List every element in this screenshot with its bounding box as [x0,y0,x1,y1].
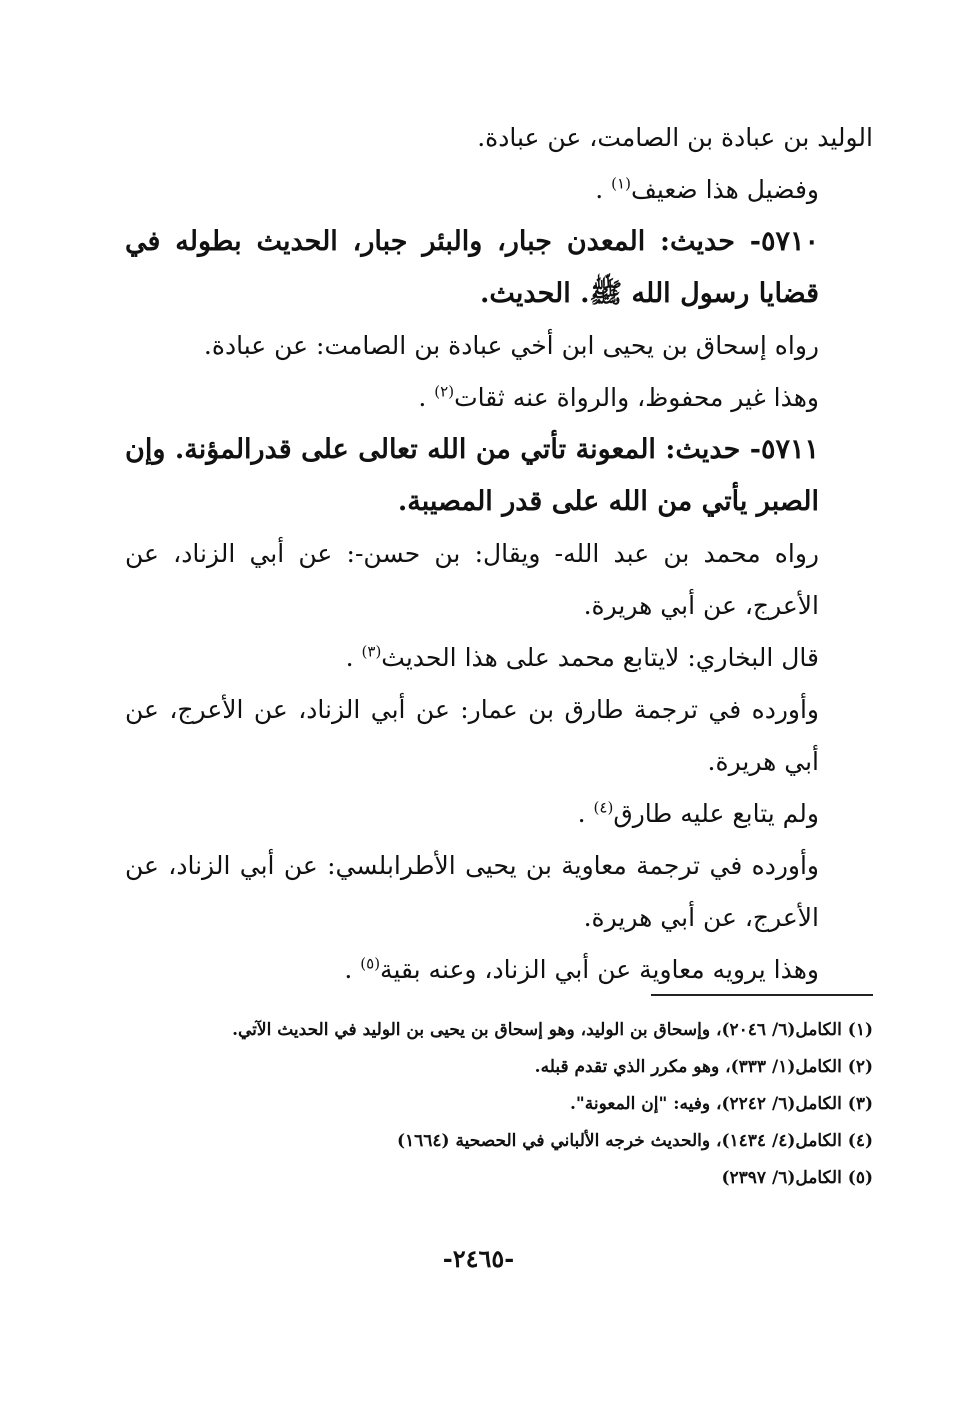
paragraph-text: قال البخاري: لايتابع محمد على هذا الحديث [381,643,819,672]
paragraph-text: وهذا يرويه معاوية عن أبي الزناد، وعنه بقية [380,955,819,984]
paragraph-text: ولم يتابع عليه طارق [613,799,819,828]
paragraph-text: وهذا غير محفوظ، والرواة عنه ثقات [454,383,819,412]
paragraph [125,788,873,840]
paragraph: رواه إسحاق بن يحيى ابن أخي عبادة بن الصامت: عن عبادة. [203,331,819,360]
paragraph [125,164,873,216]
page-number: -٢٤٦٥- [442,1244,515,1273]
paragraph-end: . [418,383,427,412]
paragraph: وأورده في ترجمة طارق بن عمار: عن أبي الزناد، عن الأعرج، عن أبي هريرة. [125,695,819,776]
paragraph-end: . [577,799,586,828]
paragraph [125,632,873,684]
paragraph [125,372,873,424]
footnote-ref: (٣) [361,642,382,661]
hadith-heading: ٥٧١٠- حديث: المعدن جبار، والبئر جبار، الحديث بطوله في قضايا رسول الله ﷺ. الحديث. [125,226,819,309]
footnote-ref: (٥) [360,954,381,973]
footnote-ref: (٢) [434,382,455,401]
paragraph [125,944,873,996]
paragraph-end: . [345,643,354,672]
footnote-5: (٥) الكامل(٦/ ٢٣٩٧) [721,1168,873,1188]
footnote-ref: (٤) [593,798,614,817]
footnote-1: (١) الكامل(٦/ ٢٠٤٦)، وإسحاق بن الوليد، وهو إسحاق بن يحيى بن الوليد في الحديث الآتي. [232,1020,873,1040]
footnote-3: (٣) الكامل(٦/ ٢٢٤٢)، وفيه: "إن المعونة". [569,1094,873,1114]
paragraph-text: وفضيل هذا ضعيف [630,175,819,204]
paragraph: الوليد بن عبادة بن الصامت، عن عبادة. [477,123,873,152]
paragraph-end: . [595,175,604,204]
hadith-heading: ٥٧١١- حديث: المعونة تأتي من الله تعالى على قدرالمؤنة. وإن الصبر يأتي من الله على قدر المصيبة. [125,434,819,517]
footnote-ref: (١) [611,174,631,193]
footnote-2: (٢) الكامل(١/ ٣٣٣)، وهو مكرر الذي تقدم قبله. [534,1057,873,1077]
paragraph: وأورده في ترجمة معاوية بن يحيى الأطرابلسي: عن أبي الزناد، عن الأعرج، عن أبي هريرة. [125,851,819,932]
footnotes [113,1012,873,1197]
paragraph-end: . [344,955,353,984]
footnote-divider [651,994,873,996]
footnote-4: (٤) الكامل(٤/ ١٤٣٤)، والحديث خرجه الألباني في الحصحية (١٦٦٤) [396,1131,873,1151]
main-text [125,112,873,996]
paragraph: رواه محمد بن عبد الله- ويقال: بن حسن-: عن أبي الزناد، عن الأعرج، عن أبي هريرة. [125,539,819,620]
